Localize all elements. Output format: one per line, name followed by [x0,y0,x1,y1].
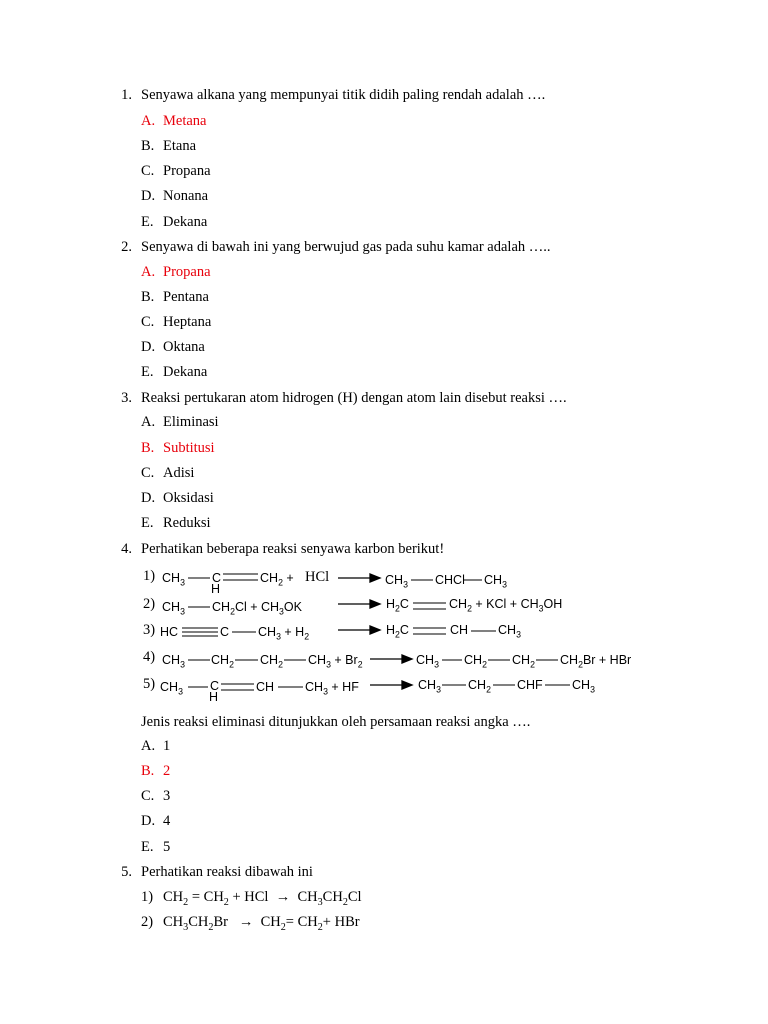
reaction-number: 3) [143,622,156,638]
hydrogen-label: H [211,582,221,596]
reagent: HCl [305,569,330,585]
formula: HC [160,625,179,639]
reaction-arrow-2 [338,600,380,608]
formula: $CH_3 + Br_2$ [308,653,363,670]
reaction-arrow-5 [370,681,412,689]
formula: CH [256,680,275,694]
formula: $CH_2$ + [260,571,294,588]
formula: $CH_2$ [512,653,535,670]
formula: $CH_3$ [416,653,439,670]
formula: $CH_3$ [498,623,521,640]
formula: CH [450,623,469,637]
formula: $CH_2$ [260,653,283,670]
formula: $CH_3$ + HF [305,680,359,697]
formula: $H_2C$ [386,597,409,614]
reaction-arrow-4 [370,655,412,663]
formula: C [220,625,230,639]
question-text: Perhatikan reaksi dibawah ini [141,864,313,880]
formula: $CH_2Br$ + HBr [560,653,632,670]
question-text: Perhatikan beberapa reaksi senyawa karbon berikut! [141,541,445,557]
formula: C [210,679,220,693]
formula: $CH_3 + H_2$ [258,625,310,642]
question-number: 3. [121,390,132,406]
question-text: Senyawa alkana yang mempunyai titik didih paling rendah adalah …. [141,87,546,103]
formula: CHCl [435,573,465,587]
reaction-equation: $CH_3CH_2Br \to CH_2= CH_2+$ HBr [163,914,360,933]
formula: $CH_2$ [468,678,491,695]
reaction-arrow-3 [338,626,380,634]
question-number: 4. [121,541,132,557]
formula: $CH_2$ + KCl + $CH_3OH$ [449,597,563,614]
formula: $CH_3$ [162,571,185,588]
reaction-equation: $CH_2 = CH_2$ + HCl → $CH_3CH_2Cl$ [163,889,362,908]
reaction-number: 4) [143,649,156,665]
formula: $CH_3$ [160,680,183,697]
hydrogen-label: H [209,690,219,704]
formula: $CH_3$ [484,573,507,590]
question-number: 2. [121,239,132,255]
formula: $CH_2$ [464,653,487,670]
formula: $CH_3$ [385,573,408,590]
formula: $H_2C$ [386,623,409,640]
formula: $CH_3$ [162,653,185,670]
question-number: 5. [121,864,132,880]
formula: CHF [517,678,543,692]
formula: C [212,571,222,585]
question-text: Senyawa di bawah ini yang berwujud gas pada suhu kamar adalah ….. [141,239,551,255]
formula: $CH_3$ [162,600,185,617]
formula: $CH_3$ [572,678,595,695]
reaction-number: 1) [143,568,156,584]
question-number: 1. [121,87,132,103]
reaction-number: 5) [143,676,156,692]
reaction-number: 2) [143,596,156,612]
formula: $CH_2Cl + CH_3OK$ [212,600,302,617]
reaction-arrow-1 [338,574,380,582]
question-text: Reaksi pertukaran atom hidrogen (H) dengan atom lain disebut reaksi …. [141,390,567,406]
formula: $CH_3$ [418,678,441,695]
formula: $CH_2$ [211,653,234,670]
